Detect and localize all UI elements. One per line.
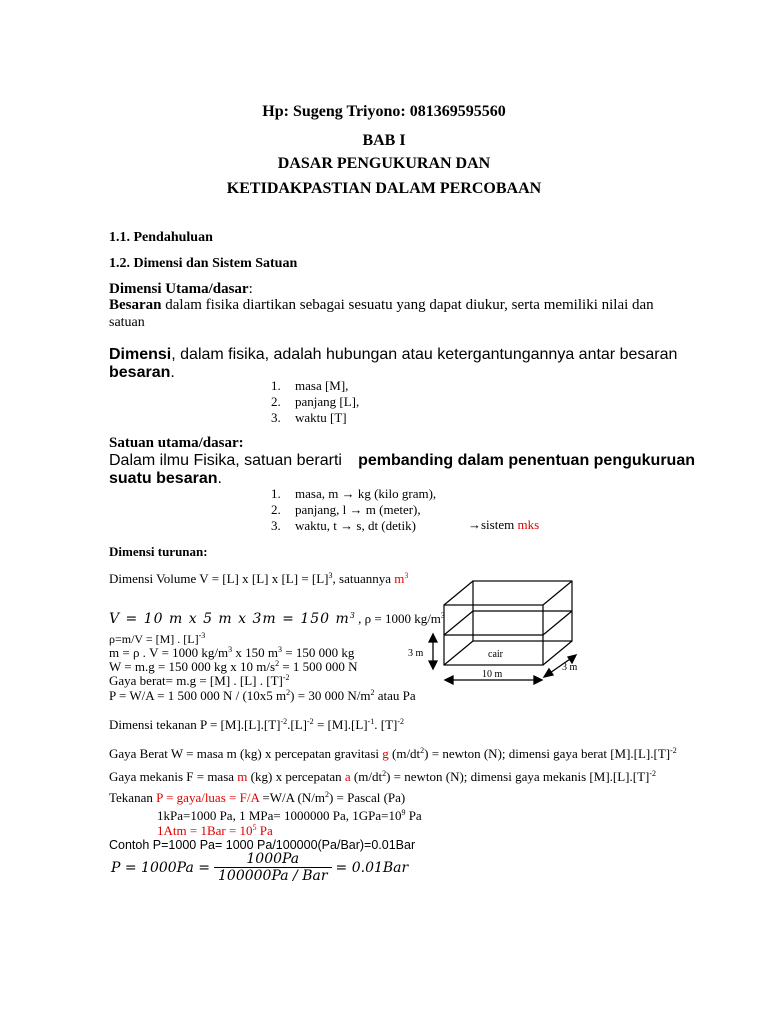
calc-text: ) = newton (N); dimensi gaya berat [M].[L].[T] <box>424 746 671 761</box>
section-heading-1: 1.1. Pendahuluan <box>109 230 213 245</box>
density-text: , ρ = 1000 kg/m <box>354 611 441 626</box>
gaya-berat-line <box>109 746 677 762</box>
calc-text: ρ=m/V = [M] . [L] <box>109 632 199 646</box>
besaran-definition <box>109 297 654 314</box>
volume-formula <box>109 611 445 628</box>
tank-box-outline <box>444 581 572 665</box>
length-label: 10 m <box>482 669 503 680</box>
gaya-mekanis-line <box>109 769 656 785</box>
satuan-list <box>271 486 436 534</box>
calc-text: 1kPa=1000 Pa, 1 MPa= 1000000 Pa, 1GPa=10 <box>157 808 402 823</box>
sup: -3 <box>198 631 206 640</box>
pressure-formula: P = gaya/luas = F/A <box>156 790 260 805</box>
calc-text: .[L] <box>287 717 308 732</box>
list-number: 1. <box>271 486 281 501</box>
list-text: panjang, l → m (meter), <box>295 502 421 517</box>
besaran-text: dalam fisika diartikan sebagai sesuatu yang dapat diukur, serta memiliki nilai dan <box>161 297 654 313</box>
calc-text: x 150 m <box>232 645 279 660</box>
satuan-bold-1: pembanding dalam penentuan pengukuruan <box>358 452 695 469</box>
list-item <box>271 502 436 518</box>
fraction-numerator: 1000Pa <box>214 851 332 868</box>
list-number: 3. <box>271 518 281 533</box>
width-label: 3 m <box>562 662 578 673</box>
sup: 3 <box>278 645 283 654</box>
sup: 3 <box>328 571 333 580</box>
list-text: waktu, t → s, dt (detik) <box>295 518 416 533</box>
calc-text: Tekanan <box>109 790 157 805</box>
volume-expression: V = 10 m x 5 m x 3m = 150 m <box>109 611 350 627</box>
besaran-definition-cont: satuan <box>109 315 145 330</box>
dimensi-period: . <box>170 364 175 381</box>
formula-lhs: P = 1000Pa = <box>111 859 210 876</box>
calc-text: = 150 000 kg <box>282 645 355 660</box>
sup: -2 <box>282 673 290 682</box>
list-text: masa, m → kg (kilo gram), <box>295 486 437 501</box>
list-text: masa [M], <box>295 378 349 393</box>
height-arrow <box>429 634 437 669</box>
sup: -2 <box>649 769 657 778</box>
calc-text: P = W/A = 1 500 000 N / (10x5 m <box>109 688 287 703</box>
dimensi-utama-title: Dimensi Utama/dasar <box>109 281 249 297</box>
satuan-definition-cont <box>109 470 222 488</box>
calc-text: (m/dt <box>350 769 383 784</box>
sup: -2 <box>280 717 288 726</box>
calc-text: = 1 500 000 N <box>279 659 358 674</box>
sup: -2 <box>397 717 405 726</box>
calc-text: Pa <box>405 808 422 823</box>
sistem-mks-note <box>468 517 539 533</box>
sup: 2 <box>275 659 280 668</box>
sup: 2 <box>324 790 329 799</box>
dimensi-definition-cont <box>109 364 175 382</box>
dimensi-turunan-heading: Dimensi turunan: <box>109 544 208 559</box>
calc-text: ) = 30 000 N/m <box>290 688 371 703</box>
calc-text: =W/A (N/m <box>259 790 325 805</box>
tekanan-line <box>109 790 405 806</box>
gravity-symbol: g <box>382 746 389 761</box>
calc-text: Pa <box>256 823 273 838</box>
calc-text: m = ρ . V = 1000 kg/m <box>109 645 229 660</box>
list-item <box>271 394 359 410</box>
sup: -1 <box>367 717 375 726</box>
sup: 2 <box>370 688 375 697</box>
pressure-dimension <box>109 717 404 733</box>
calc-text: Dimensi tekanan P = [M].[L].[T] <box>109 717 281 732</box>
list-number: 2. <box>271 502 281 517</box>
section-heading-2: 1.2. Dimensi dan Sistem Satuan <box>109 256 298 271</box>
sistem-arrow-text: →sistem <box>468 517 518 532</box>
pressure-calculation <box>109 688 416 704</box>
volume-text-2: , satuannya <box>332 571 395 586</box>
dimensi-utama-heading <box>109 281 253 298</box>
besaran-term: Besaran <box>109 297 162 313</box>
formula-rhs: = 0.01Bar <box>335 859 409 876</box>
calc-text: (m/dt <box>388 746 421 761</box>
volume-unit: m <box>394 571 405 586</box>
sup: 2 <box>420 746 425 755</box>
dimensi-term: Dimensi <box>109 346 172 363</box>
mks-label: mks <box>517 517 540 532</box>
tank-diagram <box>400 570 590 685</box>
satuan-bold-2: suatu besaran <box>109 470 218 487</box>
calc-text: = [M].[L] <box>313 717 368 732</box>
sup: 3 <box>228 645 233 654</box>
besaran-term-2: besaran <box>109 364 171 381</box>
sup: 3 <box>404 571 409 580</box>
fraction-denominator: 100000Pa / Bar <box>218 868 328 884</box>
chapter-title-line2: KETIDAKPASTIAN DALAM PERCOBAAN <box>226 180 542 197</box>
sup: 3 <box>349 611 355 620</box>
satuan-definition <box>109 452 695 470</box>
sup: -2 <box>307 717 314 726</box>
calc-text: (kg) x percepatan <box>247 769 345 784</box>
dimensi-list <box>271 378 359 426</box>
calc-text: Gaya berat= m.g = [M] . [L] . [T] <box>109 673 283 688</box>
sup: 9 <box>401 808 406 817</box>
list-number: 3. <box>271 410 281 425</box>
sup: 3 <box>440 611 445 620</box>
volume-dimension-line <box>109 571 408 587</box>
satuan-utama-heading: Satuan utama/dasar: <box>109 435 244 451</box>
formula-fraction <box>214 851 332 884</box>
calc-text: ) = newton (N); dimensi gaya mekanis [M].[L].[T] <box>386 769 650 784</box>
list-text: panjang [L], <box>295 394 360 409</box>
dimensi-text: , dalam fisika, adalah hubungan atau ketergantungannya antar besaran <box>171 346 678 363</box>
list-item <box>271 378 359 394</box>
satuan-period: . <box>217 470 222 487</box>
dimensi-utama-colon: : <box>248 281 253 297</box>
acceleration-symbol: a <box>344 769 351 784</box>
list-text: waktu [T] <box>295 410 347 425</box>
calc-text: Gaya Berat W = masa m (kg) x percepatan gravitasi <box>109 746 383 761</box>
calc-text: 1Atm = 1Bar = 10 <box>157 823 253 838</box>
calc-text: W = m.g = 150 000 kg x 10 m/s <box>109 659 276 674</box>
satuan-text: Dalam ilmu Fisika, satuan berarti <box>109 452 342 469</box>
list-number: 1. <box>271 378 281 393</box>
list-item <box>271 518 436 534</box>
list-item <box>271 486 436 502</box>
pressure-units-line <box>157 808 422 824</box>
contoh-line: Contoh P=1000 Pa= 1000 Pa/100000(Pa/Bar)=0.01Bar <box>109 838 416 852</box>
sup: 2 <box>286 688 291 697</box>
contact-line: Hp: Sugeng Triyono: 081369595560 <box>262 103 506 120</box>
volume-text: Dimensi Volume V = [L] x [L] x [L] = [L] <box>109 571 329 586</box>
dimensi-definition <box>109 346 677 364</box>
list-number: 2. <box>271 394 281 409</box>
liquid-label: cair <box>488 649 503 660</box>
chapter-title-line1: DASAR PENGUKURAN DAN <box>277 155 491 172</box>
height-label: 3 m <box>408 648 424 659</box>
list-item <box>271 410 359 426</box>
calc-text: atau Pa <box>374 688 416 703</box>
chapter-label: BAB I <box>362 132 406 149</box>
mass-symbol: m <box>237 769 248 784</box>
sup: -2 <box>670 746 677 755</box>
calc-text: ) = Pascal (Pa) <box>328 790 406 805</box>
atm-bar-line <box>157 823 273 839</box>
weight-dimension <box>109 673 290 689</box>
sup: 5 <box>252 823 257 832</box>
calc-text: Gaya mekanis F = masa <box>109 769 238 784</box>
contoh-formula <box>111 851 408 884</box>
sup: 2 <box>382 769 387 778</box>
calc-text: . [T] <box>374 717 398 732</box>
